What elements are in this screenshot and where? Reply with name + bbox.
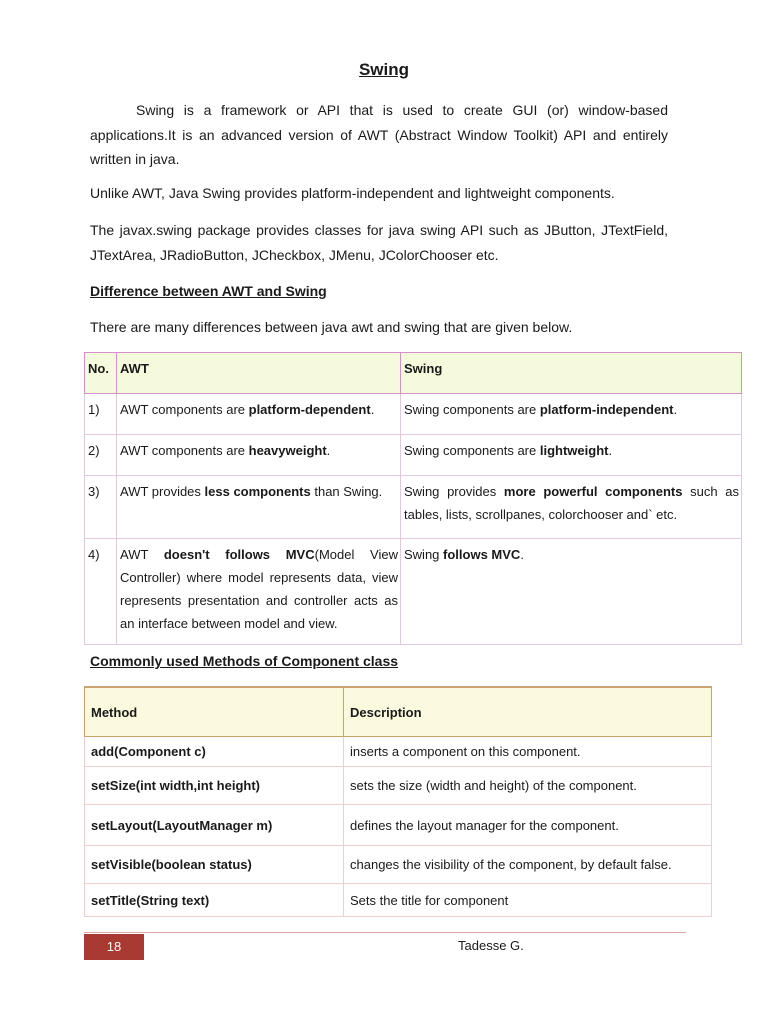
- method-cell: setVisible(boolean status): [85, 846, 344, 884]
- table-row: [85, 846, 712, 884]
- description-cell: defines the layout manager for the component.: [344, 805, 712, 846]
- method-cell: setTitle(String text): [85, 884, 344, 917]
- row-number: 3): [85, 476, 117, 539]
- difference-heading: Difference between AWT and Swing: [90, 283, 327, 299]
- difference-table: [84, 352, 742, 645]
- description-cell: Sets the title for component: [344, 884, 712, 917]
- awt-cell: AWT components are heavyweight.: [117, 435, 401, 476]
- methods-heading: Commonly used Methods of Component class: [90, 653, 399, 669]
- awt-cell: AWT components are platform-dependent.: [117, 394, 401, 435]
- page-number: 18: [84, 934, 144, 960]
- table-row: [85, 767, 712, 805]
- header-description: Description: [344, 687, 712, 737]
- intro-paragraph: Swing is a framework or API that is used to create GUI (or) window-based applications.It is an advanced version of AWT (Abstract Window Toolkit) API and entirely written in java.: [90, 102, 668, 167]
- table-row: [85, 884, 712, 917]
- description-cell: changes the visibility of the component, by default false.: [344, 846, 712, 884]
- footer-author: Tadesse G.: [458, 938, 524, 953]
- swing-cell: Swing components are platform-independent.: [401, 394, 742, 435]
- awt-cell: AWT provides less components than Swing.: [117, 476, 401, 539]
- footer-divider: [84, 932, 686, 933]
- header-swing: Swing: [401, 353, 742, 394]
- table-row: [85, 539, 742, 645]
- differences-intro: There are many differences between java awt and swing that are given below.: [90, 319, 573, 335]
- comparison-paragraph: Unlike AWT, Java Swing provides platform-independent and lightweight components.: [90, 185, 615, 201]
- table-row: [85, 737, 712, 767]
- package-paragraph: The javax.swing package provides classes for java swing API such as JButton, JTextField, JTextArea, JRadioButton, JCheckbox, JMenu, JColorChooser etc.: [90, 222, 668, 263]
- table-row: [85, 476, 742, 539]
- description-cell: inserts a component on this component.: [344, 737, 712, 767]
- swing-cell: Swing follows MVC.: [401, 539, 742, 645]
- row-number: 1): [85, 394, 117, 435]
- swing-cell: Swing provides more powerful components such as tables, lists, scrollpanes, colorchooser and` etc.: [401, 476, 742, 539]
- table-header-row: [85, 687, 712, 737]
- header-method: Method: [85, 687, 344, 737]
- row-number: 2): [85, 435, 117, 476]
- method-cell: add(Component c): [85, 737, 344, 767]
- table-row: [85, 394, 742, 435]
- awt-cell: AWT doesn't follows MVC(Model View Controller) where model represents data, view represents presentation and controller acts as an interface between model and view.: [117, 539, 401, 645]
- header-no: No.: [85, 353, 117, 394]
- method-cell: setSize(int width,int height): [85, 767, 344, 805]
- row-number: 4): [85, 539, 117, 645]
- table-row: [85, 435, 742, 476]
- methods-table: [84, 686, 712, 917]
- method-cell: setLayout(LayoutManager m): [85, 805, 344, 846]
- swing-cell: Swing components are lightweight.: [401, 435, 742, 476]
- page-title: Swing: [358, 60, 410, 79]
- header-awt: AWT: [117, 353, 401, 394]
- table-row: [85, 805, 712, 846]
- table-header-row: [85, 353, 742, 394]
- description-cell: sets the size (width and height) of the component.: [344, 767, 712, 805]
